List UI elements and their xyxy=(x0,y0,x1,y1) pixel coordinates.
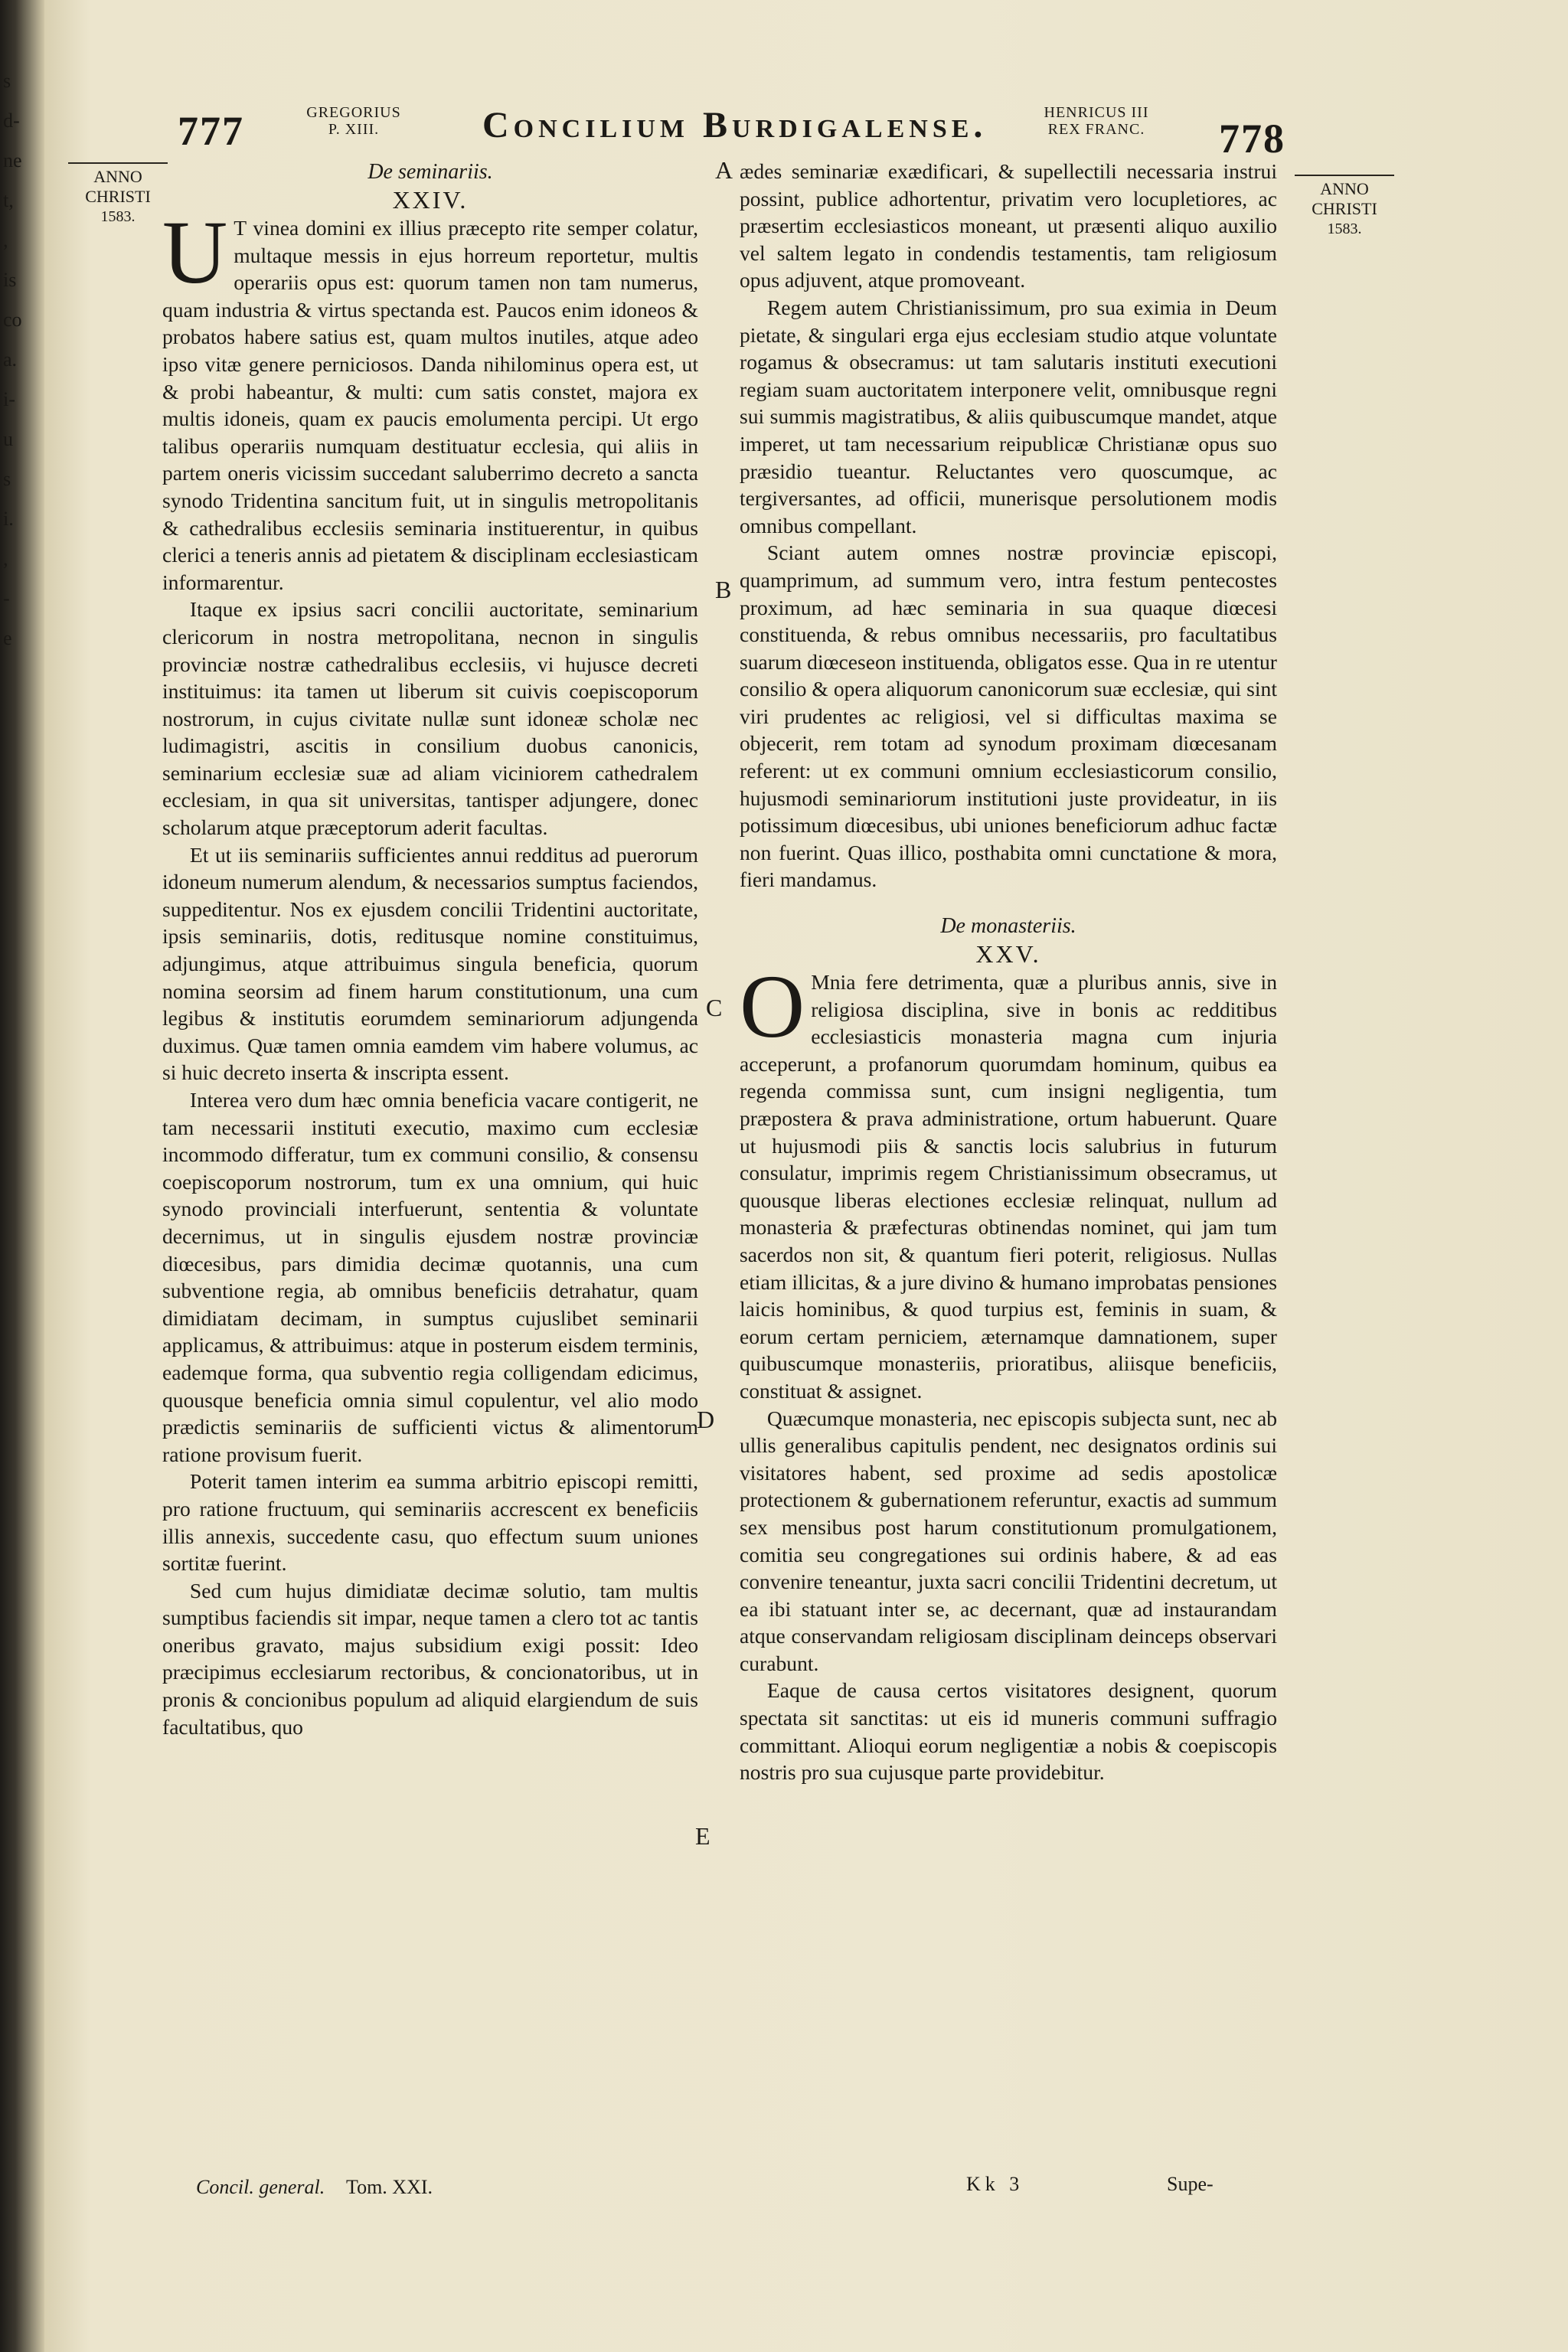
paragraph-text: T vinea domini ex illius præcepto rite semper colatur, multaque messis in ejus horreum reportetur, multis operariis opus est: quorum tamen non tam numerus, quam industria & virtus spectanda est. Paucos enim idoneos & probatos habere satius est, quam multos inutiles, atque adeo ipso vitæ genere perniciosos. Danda nihilominus opera est, ut & probi habeantur, & multi: cum satis constet, majora ex multis idoneis, quam ex paucis emolumenta percipi. Ut ergo talibus operariis numquam destituatur ecclesia, qui aliis in partem oneris vicissim succedant saluberrimo decreto a sancta synodo Tridentina sancitum fuit, ut in singulis metropolitanis & cathedralibus ecclesiis seminaria instituerentur, in quibus clerici a teneris annis ad pietatem & disciplinam ecclesiasticam informarentur. xyxy=(162,216,698,594)
christi-label: CHRISTI xyxy=(85,187,151,206)
paragraph: Et ut iis seminariis sufficientes annui redditus ad puerorum idoneum numerum alendum, & necessarios sumptus faciendos, suppeditentur. Nos ex ejusdem concilii Tridentini auctoritate, ipsis seminariis, dotis, reditusque nomine constituimus, adjungimus, atque attribuimus singula beneficia, quorum nomina seorsim ad finem harum constitutionum, una cum legibus & institutis eorumdem seminariorum adjungenda duximus. Quæ tamen omnia eamdem vim habere volumus, ac si huic decreto inserta & inscripta essent. xyxy=(162,842,698,1085)
page-number-left: 777 xyxy=(178,108,244,154)
section-number: XXV. xyxy=(975,940,1041,969)
paragraph: Interea vero dum hæc omnia beneficia vacare contigerit, ne tam necessarii instituti executio, maximo cum ecclesiæ incommodo differatur, tum ex communi consilio, & consensu coepiscoporum nostrorum, tum ex una omnium, qui huic synodo provinciali interfuerunt, sententia & voluntate decernimus, ut in singulis ejusdem nostræ provinciæ diœcesibus, pars dimidia decimæ quotannis, una cum subventione regia, ab omnibus beneficiis detrahatur, quam dimidiatam decimam, in sumptus cujuslibet seminarii applicamus, & attribuimus: atque in posterum eisdem terminis, eademque forma, qua subventio regia colligendam edicimus, quousque beneficia omnia simul copulentur, vel alio modo prædictis seminariis de sufficienti victus & alimentorum ratione provisum fuerit. xyxy=(162,1088,698,1466)
ruler-right-title: REX FRANC. xyxy=(1047,121,1145,138)
anno-label: ANNO xyxy=(93,167,142,186)
paragraph-text: Mnia fere detrimenta, quæ a pluribus annis, sive in religiosa disciplina, sive in bonis ac redditibus ecclesiasticis monasteria magna cum injuria acceperunt, a profanorum quorumdam hominum, quibus ea regenda commissa sunt, cum insigni negligentia, tum præpostera & prava administratione, ortum habuerunt. Quare ut hujusmodi piis & sanctis locis salubrius in futurum consulatur, imprimis regem Christianissimum obsecramus, ut quousque liberas electiones ecclesiæ relinquat, nullum ad monasteria & præfecturas obtinendas nominet, qui jam tum sacerdos non sit, & quantum fieri poterit, religiosus. Nullas etiam illicitas, & a jure divino & humano improbatas pensiones laicis hominibus, & quod turpius est, feminis in suam, & eorum certam perniciem, æternamque damnationem, super quibuscumque monasteriis, prioratibus, aliisque beneficiis, constituat & assignet. xyxy=(740,970,1277,1403)
paragraph xyxy=(162,202,698,596)
ruler-left xyxy=(297,104,410,138)
ruler-left-title: P. XIII. xyxy=(328,121,380,138)
anno-rule xyxy=(1295,175,1394,176)
section-heading-seminariis xyxy=(162,159,698,214)
paragraph: Sed cum hujus dimidiatæ decimæ solutio, tam multis sumptibus faciendis sit impar, neque tamen a clero tot ac tantis oneribus gravato, majus subsidium exigi possit: Ideo præcipimus ecclesiarum rectoribus, & concionatoribus, ut in pronis & concionibus populum ad aliquid elargiendum de suis facultatibus, quo xyxy=(162,1578,698,1739)
section-heading-monasteriis xyxy=(740,913,1277,969)
anno-christi-right xyxy=(1291,175,1398,239)
margin-marker-b: B xyxy=(715,576,732,603)
section-number: XXIV. xyxy=(392,186,469,214)
section-title: De monasteriis. xyxy=(940,914,1076,939)
signature-mark: Kk 3 xyxy=(966,2173,1024,2195)
anno-year: 1583. xyxy=(1327,220,1362,237)
footer-source: Concil. general. xyxy=(196,2176,325,2198)
footer-tome: Tom. XXI. xyxy=(346,2176,433,2198)
paragraph: Quæcumque monasteria, nec episcopis subjecta sunt, nec ab ullis generalibus capitulis pendent, nec designatos ordinis sui visitatores habent, sed proxime ad sedis apostolicæ protectionem & gubernationem referuntur, exactis ad summum sex mensibus post harum constitutionum promulgationem, comitia seu congregationes sui ordinis habere, & ad eas convenire teneantur, juxta sacri concilii Tridentini decretum, ut ea ibi statuant inter se, ac decernant, quæ ad instaurandam atque conservandam religiosam disciplinam deinceps observari curabunt. xyxy=(740,1406,1277,1675)
paragraph: ædes seminariæ exædificari, & supellectili necessaria instrui possint, publice adhortentur, privatim vero locupletiores, ac præsertim ecclesiasticos moneant, ut præsenti aliquo auxilio vel saltem legato in condendis testamentis, tam religiosum opus adjuvent, atque promoveant. xyxy=(740,159,1277,292)
christi-label: CHRISTI xyxy=(1312,199,1377,218)
margin-marker-a: A xyxy=(715,156,733,184)
paragraph: Itaque ex ipsius sacri concilii auctoritate, seminarium clericorum in nostra metropolitana, necnon in singulis provinciæ nostræ cathedralibus ecclesiis, vi hujusce decreti instituimus: ita tamen ut liberum sit cuivis coepiscoporum nostrorum, in cujus civitate nullæ sunt idoneæ scholæ nec ludimagistri, ascitis in consilium duobus canonicis, seminarium ecclesiæ suæ ad aliam viciniorem cathedralem ecclesiam, in qua sit universitas, tantisper adjungere, donec scholarum atque præceptorum aderit facultas. xyxy=(162,597,698,840)
page-title: Concilium Burdigalense. xyxy=(482,105,988,145)
ruler-right-name: HENRICUS III xyxy=(1044,104,1149,121)
drop-capital: U xyxy=(162,202,228,302)
ruler-left-name: GREGORIUS xyxy=(306,104,401,121)
paragraph: Regem autem Christianissimum, pro sua eximia in Deum pietate, & singulari erga ejus ecclesiam studio atque voluntate rogamus & obsecramus: ut tam salutaris instituti executioni regiam suam auctoritatem interponere velit, omnibusque regni sui summis magistratibus, & aliis quibuscumque mandet, atque imperet, ut tam necessarium reipublicæ Christianæ opus suo præsidio tueantur. Reluctantes vero quoscumque, ac tergiversantes, ad officii, munerisque persolutionem modis omnibus compellant. xyxy=(740,295,1277,537)
anno-christi-left xyxy=(64,162,172,227)
right-column xyxy=(740,158,1277,1786)
paragraph xyxy=(740,956,1277,1405)
margin-marker-e: E xyxy=(695,1822,710,1850)
catchword: Supe- xyxy=(1167,2173,1214,2195)
facing-page-edge-text: s d- ne t, , is co a. i- u s i. , - e xyxy=(3,70,22,649)
anno-label: ANNO xyxy=(1320,179,1369,198)
margin-marker-c: C xyxy=(706,994,723,1021)
anno-year: 1583. xyxy=(100,208,136,225)
paragraph: Eaque de causa certos visitatores designent, quorum spectata sit sanctitas: ut eis id muneris communi suffragio committant. Alioqui eorum negligentiæ a nobis & coepiscopis nostris pro sua cujusque parte providebitur. xyxy=(740,1678,1277,1785)
page-number-right: 778 xyxy=(1219,116,1285,162)
paragraph: Poterit tamen interim ea summa arbitrio episcopi remitti, pro ratione fructuum, qui seminariis accrescent ex beneficiis illis annexis, succedente casu, quo effectum suum uniones sortitæ fuerint. xyxy=(162,1469,698,1576)
anno-rule xyxy=(68,162,168,164)
drop-capital: O xyxy=(740,956,805,1057)
paragraph: Sciant autem omnes nostræ provinciæ episcopi, quamprimum, ad summum vero, intra festum pentecostes proximum, ad hæc seminaria in sua quaque diœcesi constituenda, & rebus omnibus necessariis, pro facultatibus suarum diœceseon instituenda, obligatos esse. Qua in re utentur consilio & opera aliquorum canonicorum suæ ecclesiæ, qui sint viri prudentes ac religiosi, vel si difficultas maxima se objecerit, rem totam ad synodum proximam diœcesanam referent: ut ex communi omnium ecclesiasticorum consilio, hujusmodi seminariorum institutioni juste provideatur, in iis potissimum diœcesibus, ubi uniones beneficiorum adhuc factæ non fuerint. Quas illico, posthabita omni cunctatione & mora, fieri mandamus. xyxy=(740,541,1277,892)
ruler-right xyxy=(1035,104,1158,138)
section-title: De seminariis. xyxy=(368,160,493,184)
left-column xyxy=(162,159,698,1740)
margin-marker-d: D xyxy=(697,1406,715,1433)
